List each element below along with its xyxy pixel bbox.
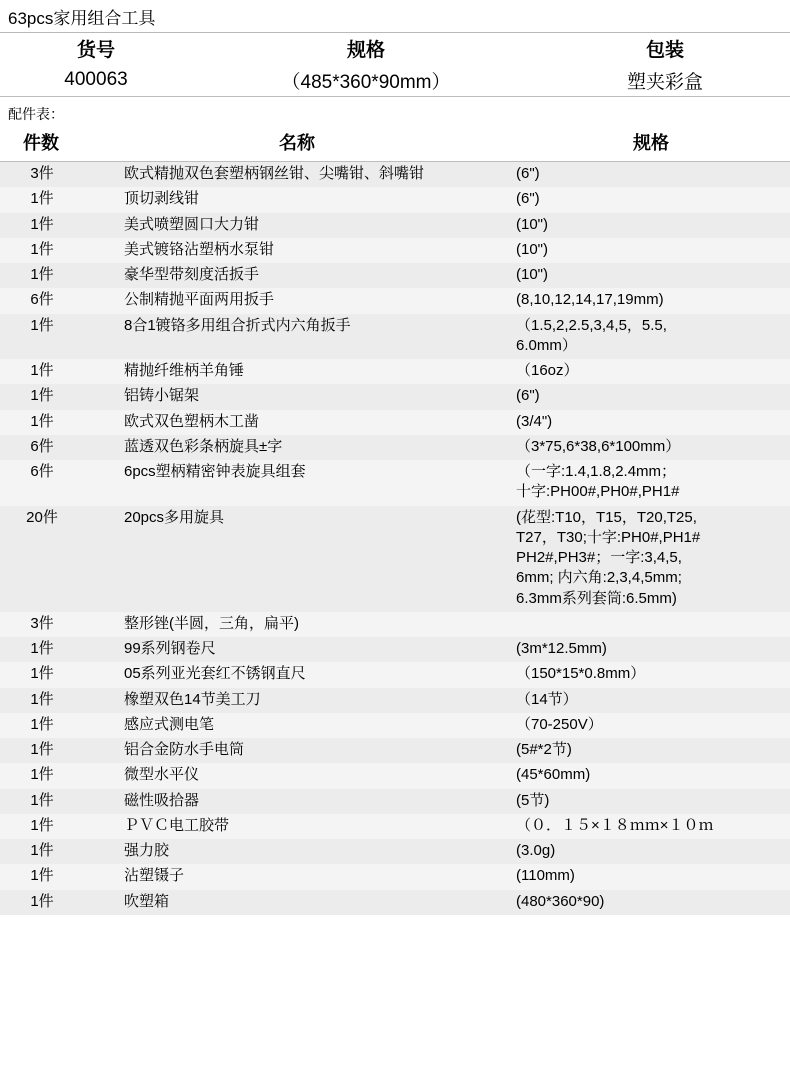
spec-line: (3.0g): [516, 842, 556, 859]
cell-spec: [512, 288, 790, 313]
cell-quantity: 1件: [30, 412, 54, 430]
spec-line: （０．１５×１８ｍｍ×１０ｍ: [516, 816, 714, 834]
table-row: [0, 763, 790, 788]
cell-name: 公制精抛平面两用扳手: [124, 291, 275, 309]
spec-line: T27，T30;十字:PH0#,PH1#: [516, 528, 701, 546]
cell-name: 精抛纤维柄羊角锤: [124, 362, 245, 379]
product-info-value-row: [0, 64, 790, 96]
spec-line: 6.3mm系列套筒:6.5mm): [516, 589, 677, 607]
cell-spec: [512, 187, 790, 212]
cell-spec: [512, 612, 790, 637]
spec-line: （150*15*0.8mm）: [516, 665, 646, 683]
cell-spec: [512, 162, 790, 188]
column-header-name: 名称: [82, 128, 512, 162]
table-row: [0, 839, 790, 864]
cell-spec: [512, 314, 790, 360]
info-value-packaging: 塑夹彩盒: [626, 71, 703, 93]
cell-spec: [512, 213, 790, 238]
cell-quantity: 1件: [30, 316, 54, 334]
cell-name: 05系列亚光套红不锈钢直尺: [124, 665, 306, 683]
cell-quantity: 1件: [30, 640, 54, 657]
cell-quantity: 3件: [30, 165, 54, 182]
spec-line: (480*360*90): [516, 892, 605, 910]
cell-name: 豪华型带刻度活扳手: [124, 266, 260, 283]
document-title-bar: [0, 0, 790, 33]
table-row: [0, 637, 790, 662]
cell-quantity: 1件: [30, 690, 54, 708]
cell-spec: [512, 384, 790, 409]
cell-spec: [512, 506, 790, 612]
spec-line: (45*60mm): [516, 766, 591, 784]
cell-spec: [512, 688, 790, 713]
table-row: [0, 314, 790, 360]
cell-quantity: 1件: [30, 867, 54, 885]
spec-line: (10"): [516, 240, 548, 258]
table-row: [0, 506, 790, 612]
cell-quantity: 1件: [30, 665, 54, 683]
table-row: [0, 890, 790, 915]
cell-spec: [512, 410, 790, 435]
spec-line: 6.0mm）: [516, 336, 577, 354]
cell-name: 微型水平仪: [124, 766, 200, 784]
cell-name: 8合1镀铬多用组合折式内六角扳手: [124, 316, 351, 334]
table-row: [0, 435, 790, 460]
cell-name: 美式镀铬沾塑柄水泵钳: [124, 240, 275, 258]
cell-quantity: 1件: [30, 791, 54, 809]
accessory-table-body: [0, 162, 790, 915]
cell-spec: [512, 435, 790, 460]
cell-quantity: 1件: [30, 715, 54, 733]
cell-quantity: 20件: [26, 508, 58, 526]
spec-line: （一字:1.4,1.8,2.4mm；: [516, 463, 677, 480]
table-row: [0, 384, 790, 409]
cell-spec: [512, 637, 790, 662]
cell-quantity: 1件: [30, 766, 54, 784]
product-info-table: [0, 33, 790, 96]
spec-line: (花型:T10，T15，T20,T25,: [516, 508, 697, 526]
table-row: [0, 162, 790, 188]
cell-name: 磁性吸拾器: [124, 791, 200, 809]
table-row: [0, 688, 790, 713]
cell-spec: [512, 713, 790, 738]
spec-line: PH2#,PH3#；一字:3,4,5,: [516, 549, 682, 566]
info-value-item-number: 400063: [64, 69, 128, 90]
table-row: [0, 814, 790, 839]
cell-spec: [512, 359, 790, 384]
spec-line: (3/4"): [516, 412, 553, 430]
cell-name: 欧式精抛双色套塑柄钢丝钳、尖嘴钳、斜嘴钳: [124, 165, 425, 182]
table-row: [0, 238, 790, 263]
cell-spec: [512, 460, 790, 506]
spec-line: （3*75,6*38,6*100mm）: [516, 437, 681, 455]
cell-name: ＰＶＣ电工胶带: [124, 816, 230, 834]
cell-quantity: 1件: [30, 190, 54, 208]
spec-line: （16oz）: [516, 362, 579, 379]
cell-quantity: 6件: [30, 463, 54, 480]
table-row: [0, 662, 790, 687]
cell-spec: [512, 662, 790, 687]
column-header-quantity: 件数: [0, 128, 82, 162]
table-row: [0, 789, 790, 814]
table-row: [0, 738, 790, 763]
cell-quantity: 1件: [30, 741, 54, 758]
accessory-list-table: [0, 128, 790, 915]
cell-name: 欧式双色塑柄木工凿: [124, 412, 260, 430]
cell-name: 整形锉(半圆，三角，扁平): [124, 614, 299, 632]
cell-quantity: 1件: [30, 816, 54, 834]
cell-quantity: 1件: [30, 240, 54, 258]
column-header-spec: 规格: [512, 128, 790, 162]
spec-line: (5#*2节): [516, 741, 572, 758]
spec-line: 6mm; 内六角:2,3,4,5mm;: [516, 569, 682, 587]
table-row: [0, 612, 790, 637]
cell-quantity: 1件: [30, 892, 54, 910]
table-row: [0, 213, 790, 238]
cell-name: 铝合金防水手电筒: [124, 741, 245, 758]
spec-line: (6"): [516, 165, 540, 182]
spec-line: (6"): [516, 190, 540, 208]
cell-quantity: 1件: [30, 387, 54, 405]
spec-line: (6"): [516, 387, 540, 405]
cell-spec: [512, 238, 790, 263]
cell-name: 美式喷塑圆口大力钳: [124, 215, 260, 233]
accessory-table-header-row: [0, 128, 790, 162]
cell-spec: [512, 738, 790, 763]
page-title: 63pcs家用组合工具: [8, 8, 156, 28]
spec-line: (10"): [516, 266, 548, 283]
spec-line: （1.5,2,2.5,3,4,5，5.5,: [516, 316, 667, 334]
table-row: [0, 263, 790, 288]
cell-name: 吹塑箱: [124, 892, 170, 910]
cell-spec: [512, 789, 790, 814]
spec-line: (5节): [516, 791, 550, 809]
accessory-list-label: 配件表：: [8, 106, 64, 122]
cell-quantity: 1件: [30, 215, 54, 233]
cell-name: 蓝透双色彩条柄旋具±字: [124, 437, 283, 455]
cell-name: 6pcs塑柄精密钟表旋具组套: [124, 463, 306, 480]
info-header-item-number: 货号: [76, 40, 115, 61]
cell-quantity: 1件: [30, 266, 54, 283]
table-row: [0, 288, 790, 313]
spec-line: (110mm): [516, 867, 575, 885]
cell-quantity: 1件: [30, 842, 54, 859]
cell-name: 99系列钢卷尺: [124, 640, 216, 657]
cell-name: 铝铸小锯架: [124, 387, 200, 405]
product-info-header-row: [0, 33, 790, 64]
cell-quantity: 1件: [30, 362, 54, 379]
cell-name: 强力胶: [124, 842, 170, 859]
cell-name: 顶切剥线钳: [124, 190, 200, 208]
cell-quantity: 6件: [30, 291, 54, 309]
spec-line: （70-250V）: [516, 715, 603, 733]
cell-spec: [512, 890, 790, 915]
cell-name: 20pcs多用旋具: [124, 508, 225, 526]
table-row: [0, 864, 790, 889]
cell-spec: [512, 763, 790, 788]
cell-quantity: 6件: [30, 437, 54, 455]
spec-line: (8,10,12,14,17,19mm): [516, 291, 664, 309]
table-row: [0, 713, 790, 738]
cell-name: 沾塑镊子: [124, 867, 185, 885]
spec-line: (10"): [516, 215, 548, 233]
table-row: [0, 460, 790, 506]
cell-quantity: 3件: [30, 614, 54, 632]
info-value-spec: （485*360*90mm）: [281, 71, 451, 93]
table-row: [0, 187, 790, 212]
table-row: [0, 410, 790, 435]
cell-spec: [512, 263, 790, 288]
info-header-packaging: 包装: [645, 40, 684, 61]
spec-line: 十字:PH00#,PH0#,PH1#: [516, 483, 680, 501]
cell-spec: [512, 864, 790, 889]
spec-line: (3m*12.5mm): [516, 640, 607, 657]
cell-spec: [512, 814, 790, 839]
table-row: [0, 359, 790, 384]
cell-name: 橡塑双色14节美工刀: [124, 690, 261, 708]
cell-spec: [512, 839, 790, 864]
spec-line: （14节）: [516, 690, 578, 708]
info-header-spec: 规格: [346, 40, 385, 61]
cell-name: 感应式测电笔: [124, 715, 215, 733]
